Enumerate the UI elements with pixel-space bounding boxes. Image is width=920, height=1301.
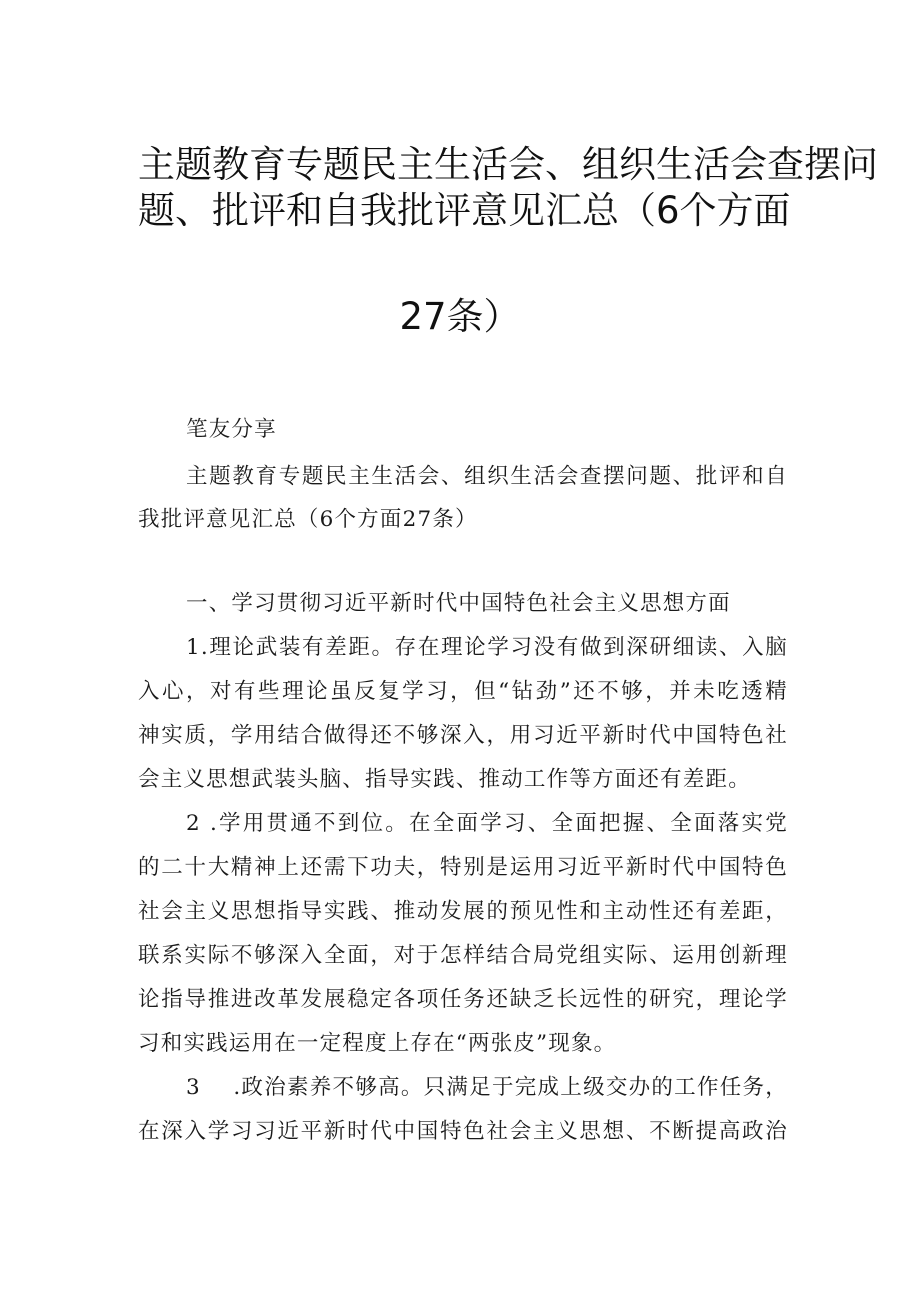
item2-line-3: 社会主义思想指导实践、推动发展的预见性和主动性还有差距， [138, 899, 788, 924]
title-line-3: 27条） [399, 295, 521, 338]
item1-line-2: 入心，对有些理论虽反复学习，但“钻劲”还不够，并未吃透精 [138, 679, 788, 704]
intro-line-2: 我批评意见汇总（6个方面27条） [138, 507, 478, 532]
item3-line-1: 3 .政治素养不够高。只满足于完成上级交办的工作任务， [186, 1075, 788, 1100]
item3-line-2: 在深入学习习近平新时代中国特色社会主义思想、不断提高政治 [138, 1119, 788, 1144]
intro-line-1: 主题教育专题民主生活会、组织生活会查摆问题、批评和自 [186, 464, 788, 489]
author-line: 笔友分享 [186, 417, 277, 442]
item2-line-6: 习和实践运用在一定程度上存在“两张皮”现象。 [138, 1031, 617, 1056]
item2-line-4: 联系实际不够深入全面，对于怎样结合局党组实际、运用创新理 [138, 943, 788, 968]
title-line-1: 主题教育专题民主生活会、组织生活会查摆问 [138, 143, 878, 186]
item2-line-1: 2 .学用贯通不到位。在全面学习、全面把握、全面落实党 [186, 811, 788, 836]
item1-line-3: 神实质，学用结合做得还不够深入，用习近平新时代中国特色社 [138, 723, 788, 748]
item1-line-1: 1.理论武装有差距。存在理论学习没有做到深研细读、入脑 [186, 635, 788, 660]
title-line-2: 题、批评和自我批评意见汇总（6个方面 [138, 189, 791, 232]
section-heading: 一、学习贯彻习近平新时代中国特色社会主义思想方面 [186, 591, 731, 616]
item1-line-4: 会主义思想武装头脑、指导实践、推动工作等方面还有差距。 [138, 767, 751, 792]
item2-line-2: 的二十大精神上还需下功夫，特别是运用习近平新时代中国特色 [138, 855, 788, 880]
item2-line-5: 论指导推进改革发展稳定各项任务还缺乏长远性的研究，理论学 [138, 987, 788, 1012]
